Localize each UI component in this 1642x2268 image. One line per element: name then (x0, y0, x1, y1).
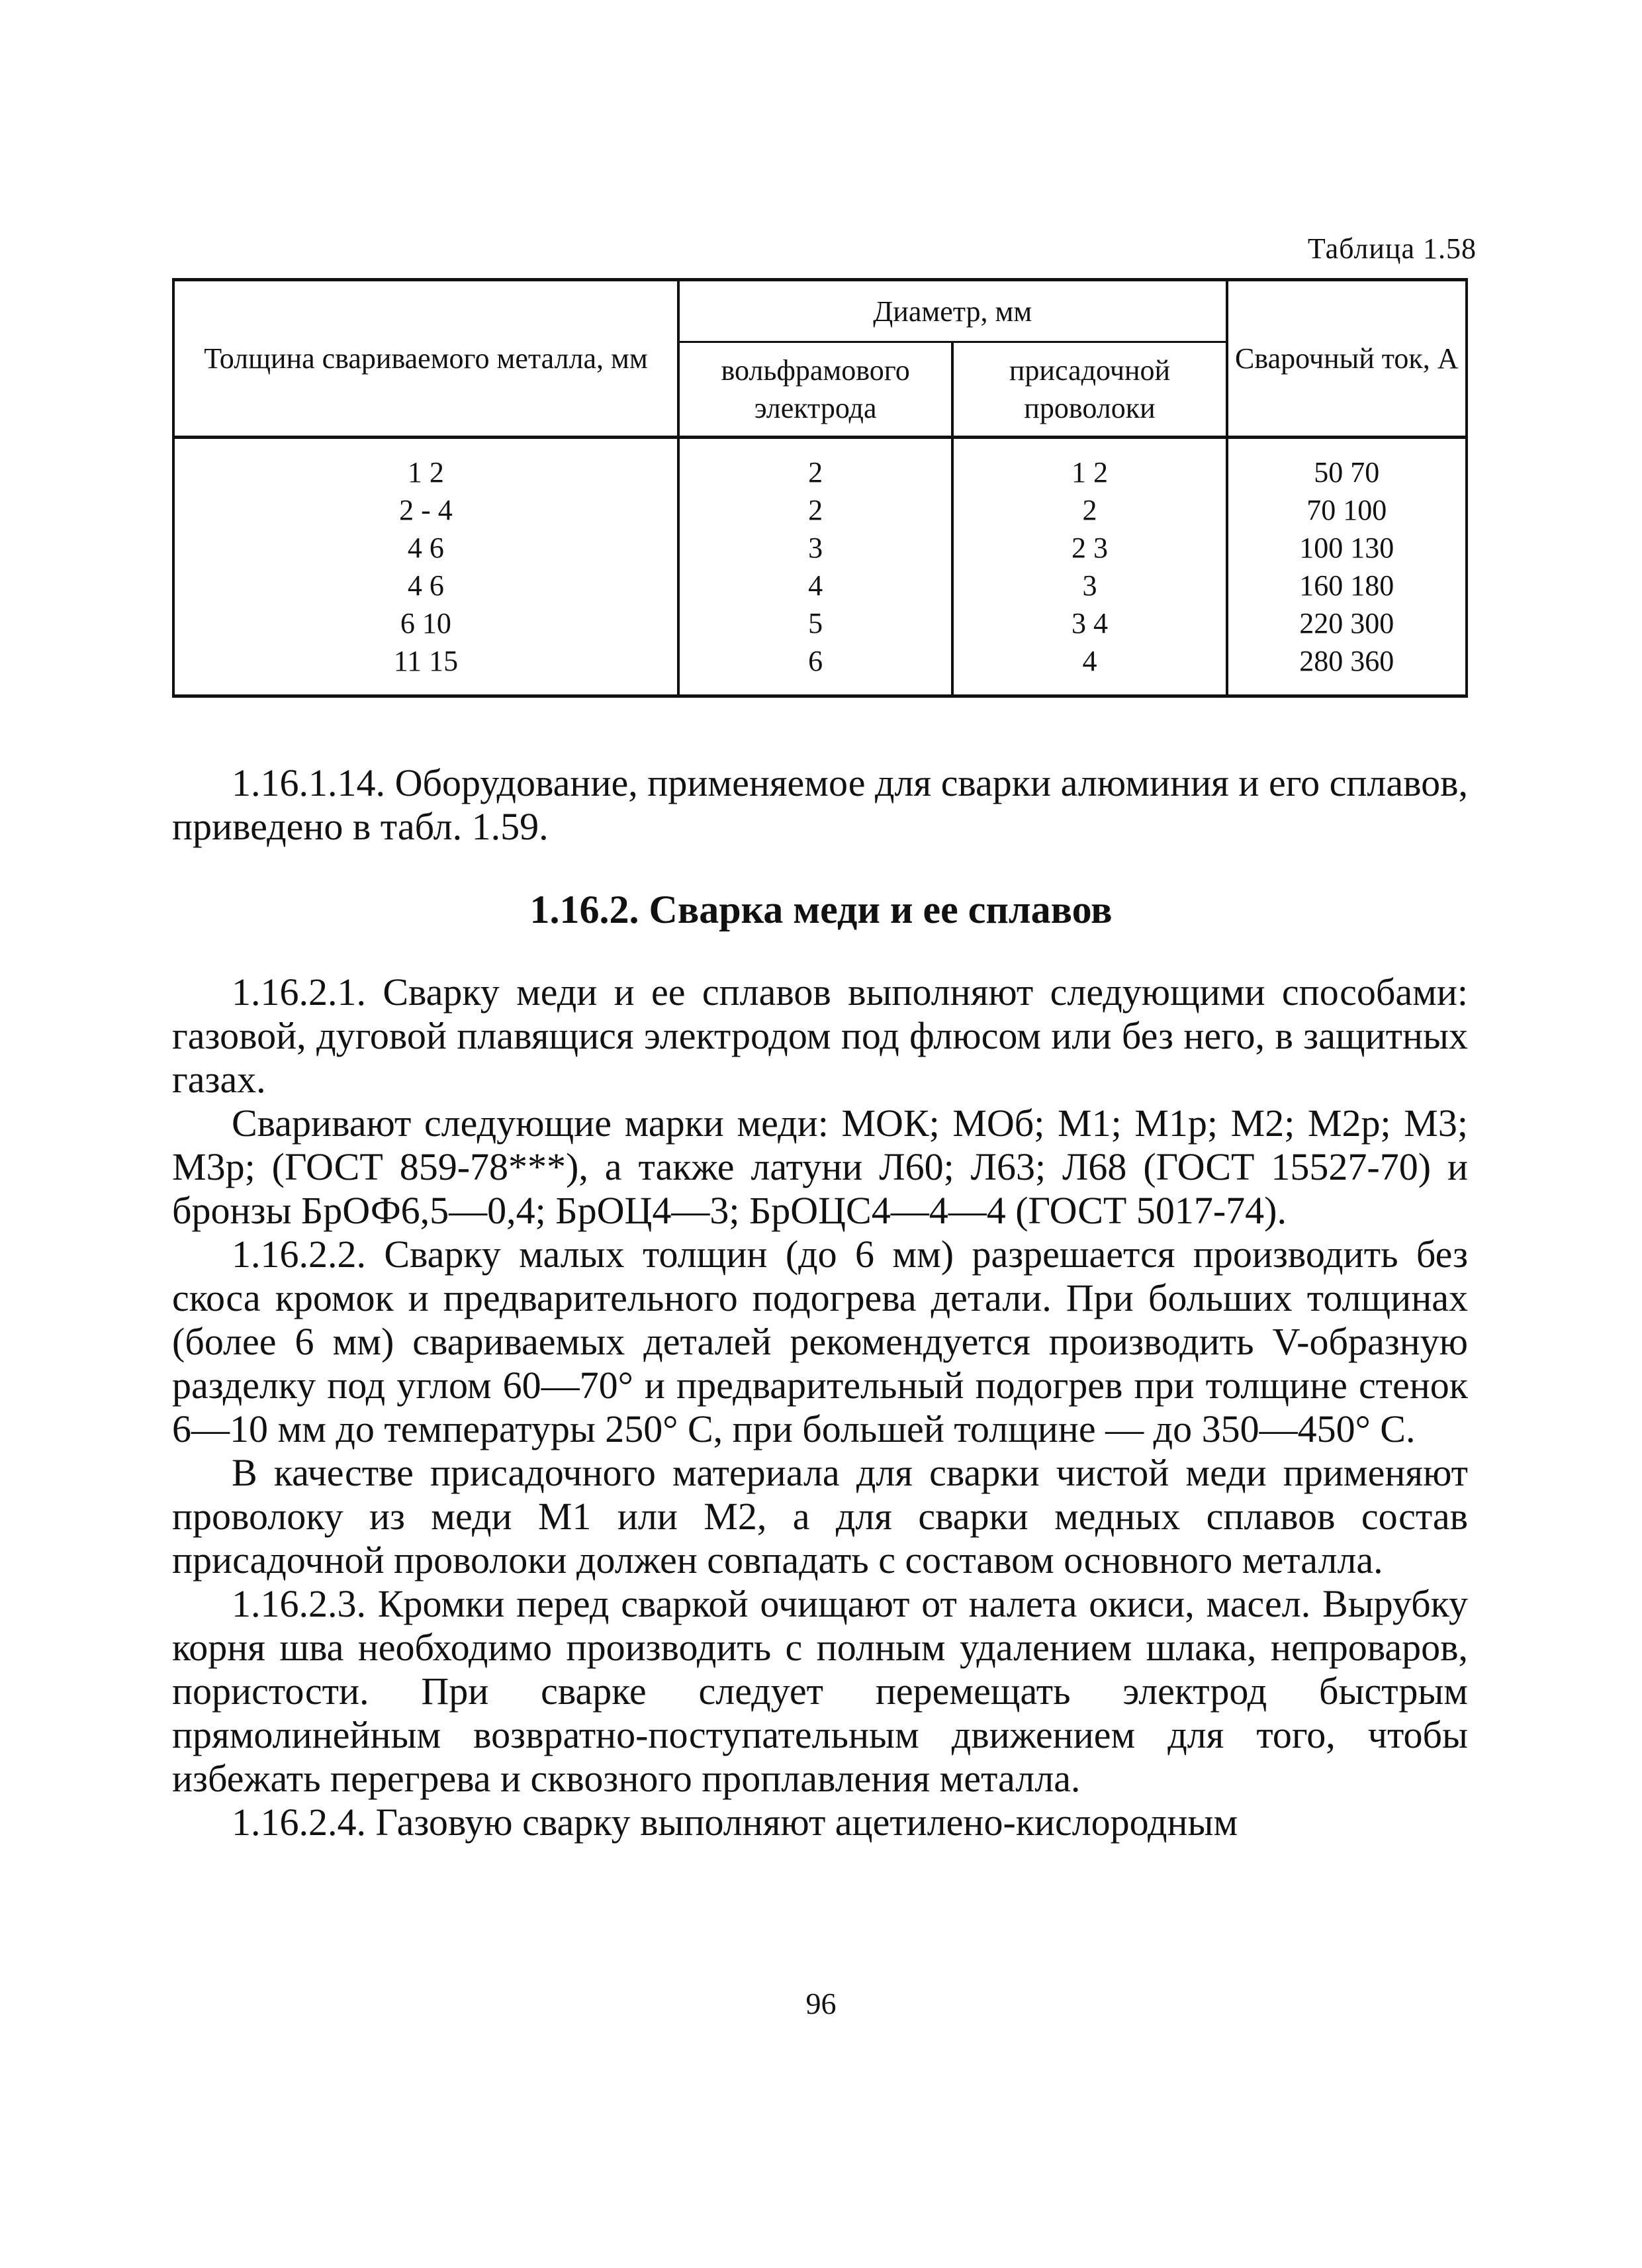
header-diameter: Диаметр, мм (678, 280, 1227, 342)
table-cell: 4 6 (407, 569, 444, 602)
table-cell: 280 360 (1299, 645, 1394, 677)
thickness-column (173, 438, 678, 696)
table-cell: 5 (808, 607, 823, 639)
filler-column (952, 438, 1226, 696)
table-caption: Таблица 1.58 (1307, 232, 1477, 265)
header-filler-wire: присадочной проволоки (952, 342, 1226, 438)
section-heading: 1.16.2. Сварка меди и ее сплавов (529, 888, 1113, 931)
paragraph-filler-material: В качестве присадочного материала для сварки чистой меди применяют проволоку из меди М1 или М2, а для сварки медных сплавов состав присадочной проволоки должен совпадать с составом основного металла. (172, 1451, 1468, 1582)
paragraph-copper-grades: Сваривают следующие марки меди: МОК; МОб; М1; М1р; М2; М2р; М3; М3р; (ГОСТ 859-78***), а также латуни Л60; Л63; Л68 (ГОСТ 15527-70) и бронзы БрОФ6,5—0,4; БрОЦ4—3; БрОЦС4—4—4 (ГОСТ 5017-74). (172, 1102, 1468, 1232)
table-cell: 220 300 (1299, 607, 1394, 639)
paragraph-1-16-2-3: 1.16.2.3. Кромки перед сваркой очищают от налета окиси, масел. Вырубку корня шва необходимо производить с полным удалением шлака, непроваров, пористости. При сварке следует перемещать электрод быстрым прямолинейным возвратно-поступательным движением для того, чтобы избежать перегрева и сквозного проплавления металла. (172, 1582, 1468, 1800)
table-cell: 100 130 (1299, 532, 1394, 564)
table-cell: 2 (808, 456, 823, 489)
table-cell: 70 100 (1306, 494, 1387, 526)
table-cell: 2 - 4 (399, 494, 453, 526)
page-number: 96 (805, 1987, 837, 2020)
paragraph-1-16-2-4: 1.16.2.4. Газовую сварку выполняют ацетилено-кислородным (232, 1801, 1238, 1844)
paragraph-1-16-2-2: 1.16.2.2. Сварку малых толщин (до 6 мм) разрешается производить без скоса кромок и предварительного подогрева детали. При больших толщинах (более 6 мм) свариваемых деталей рекомендуется производить V-образную разделку под углом 60—70° и предварительный подогрев при толщине стенок 6—10 мм до температуры 250° С, при большей толщине — до 350—450° С. (172, 1233, 1468, 1450)
table-cell: 2 (808, 494, 823, 526)
paragraph-1-16-2-1: 1.16.2.1. Сварку меди и ее сплавов выполняют следующими способами: газовой, дуговой плавящися электродом под флюсом или без него, в защитных газах. (172, 970, 1468, 1101)
text-block-main (172, 970, 1468, 1844)
table-cell: 1 2 (407, 456, 444, 489)
current-column (1227, 438, 1467, 696)
welding-table (172, 278, 1468, 698)
table-cell: 6 10 (400, 607, 451, 639)
table-cell: 6 (808, 645, 823, 677)
table-row (173, 438, 1467, 696)
table-cell: 160 180 (1299, 569, 1394, 602)
table-cell: 4 (808, 569, 823, 602)
table-cell: 4 6 (407, 532, 444, 564)
header-thickness: Толщина свариваемого металла, мм (173, 280, 678, 438)
table-cell: 2 (1082, 494, 1097, 526)
header-tungsten-electrode: вольфрамового электрода (678, 342, 952, 438)
table-cell: 3 (1082, 569, 1097, 602)
table-cell: 1 2 (1071, 456, 1108, 489)
table-cell: 11 15 (393, 645, 459, 677)
table-cell: 3 (808, 532, 823, 564)
tungsten-column (678, 438, 952, 696)
text-block-top (172, 761, 1468, 849)
table-cell: 2 3 (1071, 532, 1108, 564)
table-cell: 3 4 (1071, 607, 1108, 639)
table-cell: 4 (1082, 645, 1097, 677)
paragraph-1-16-1-14: 1.16.1.14. Оборудование, применяемое для сварки алюминия и его сплавов, приведено в табл. 1.59. (172, 761, 1468, 848)
header-current: Сварочный ток, А (1227, 280, 1467, 438)
table-cell: 50 70 (1314, 456, 1380, 489)
